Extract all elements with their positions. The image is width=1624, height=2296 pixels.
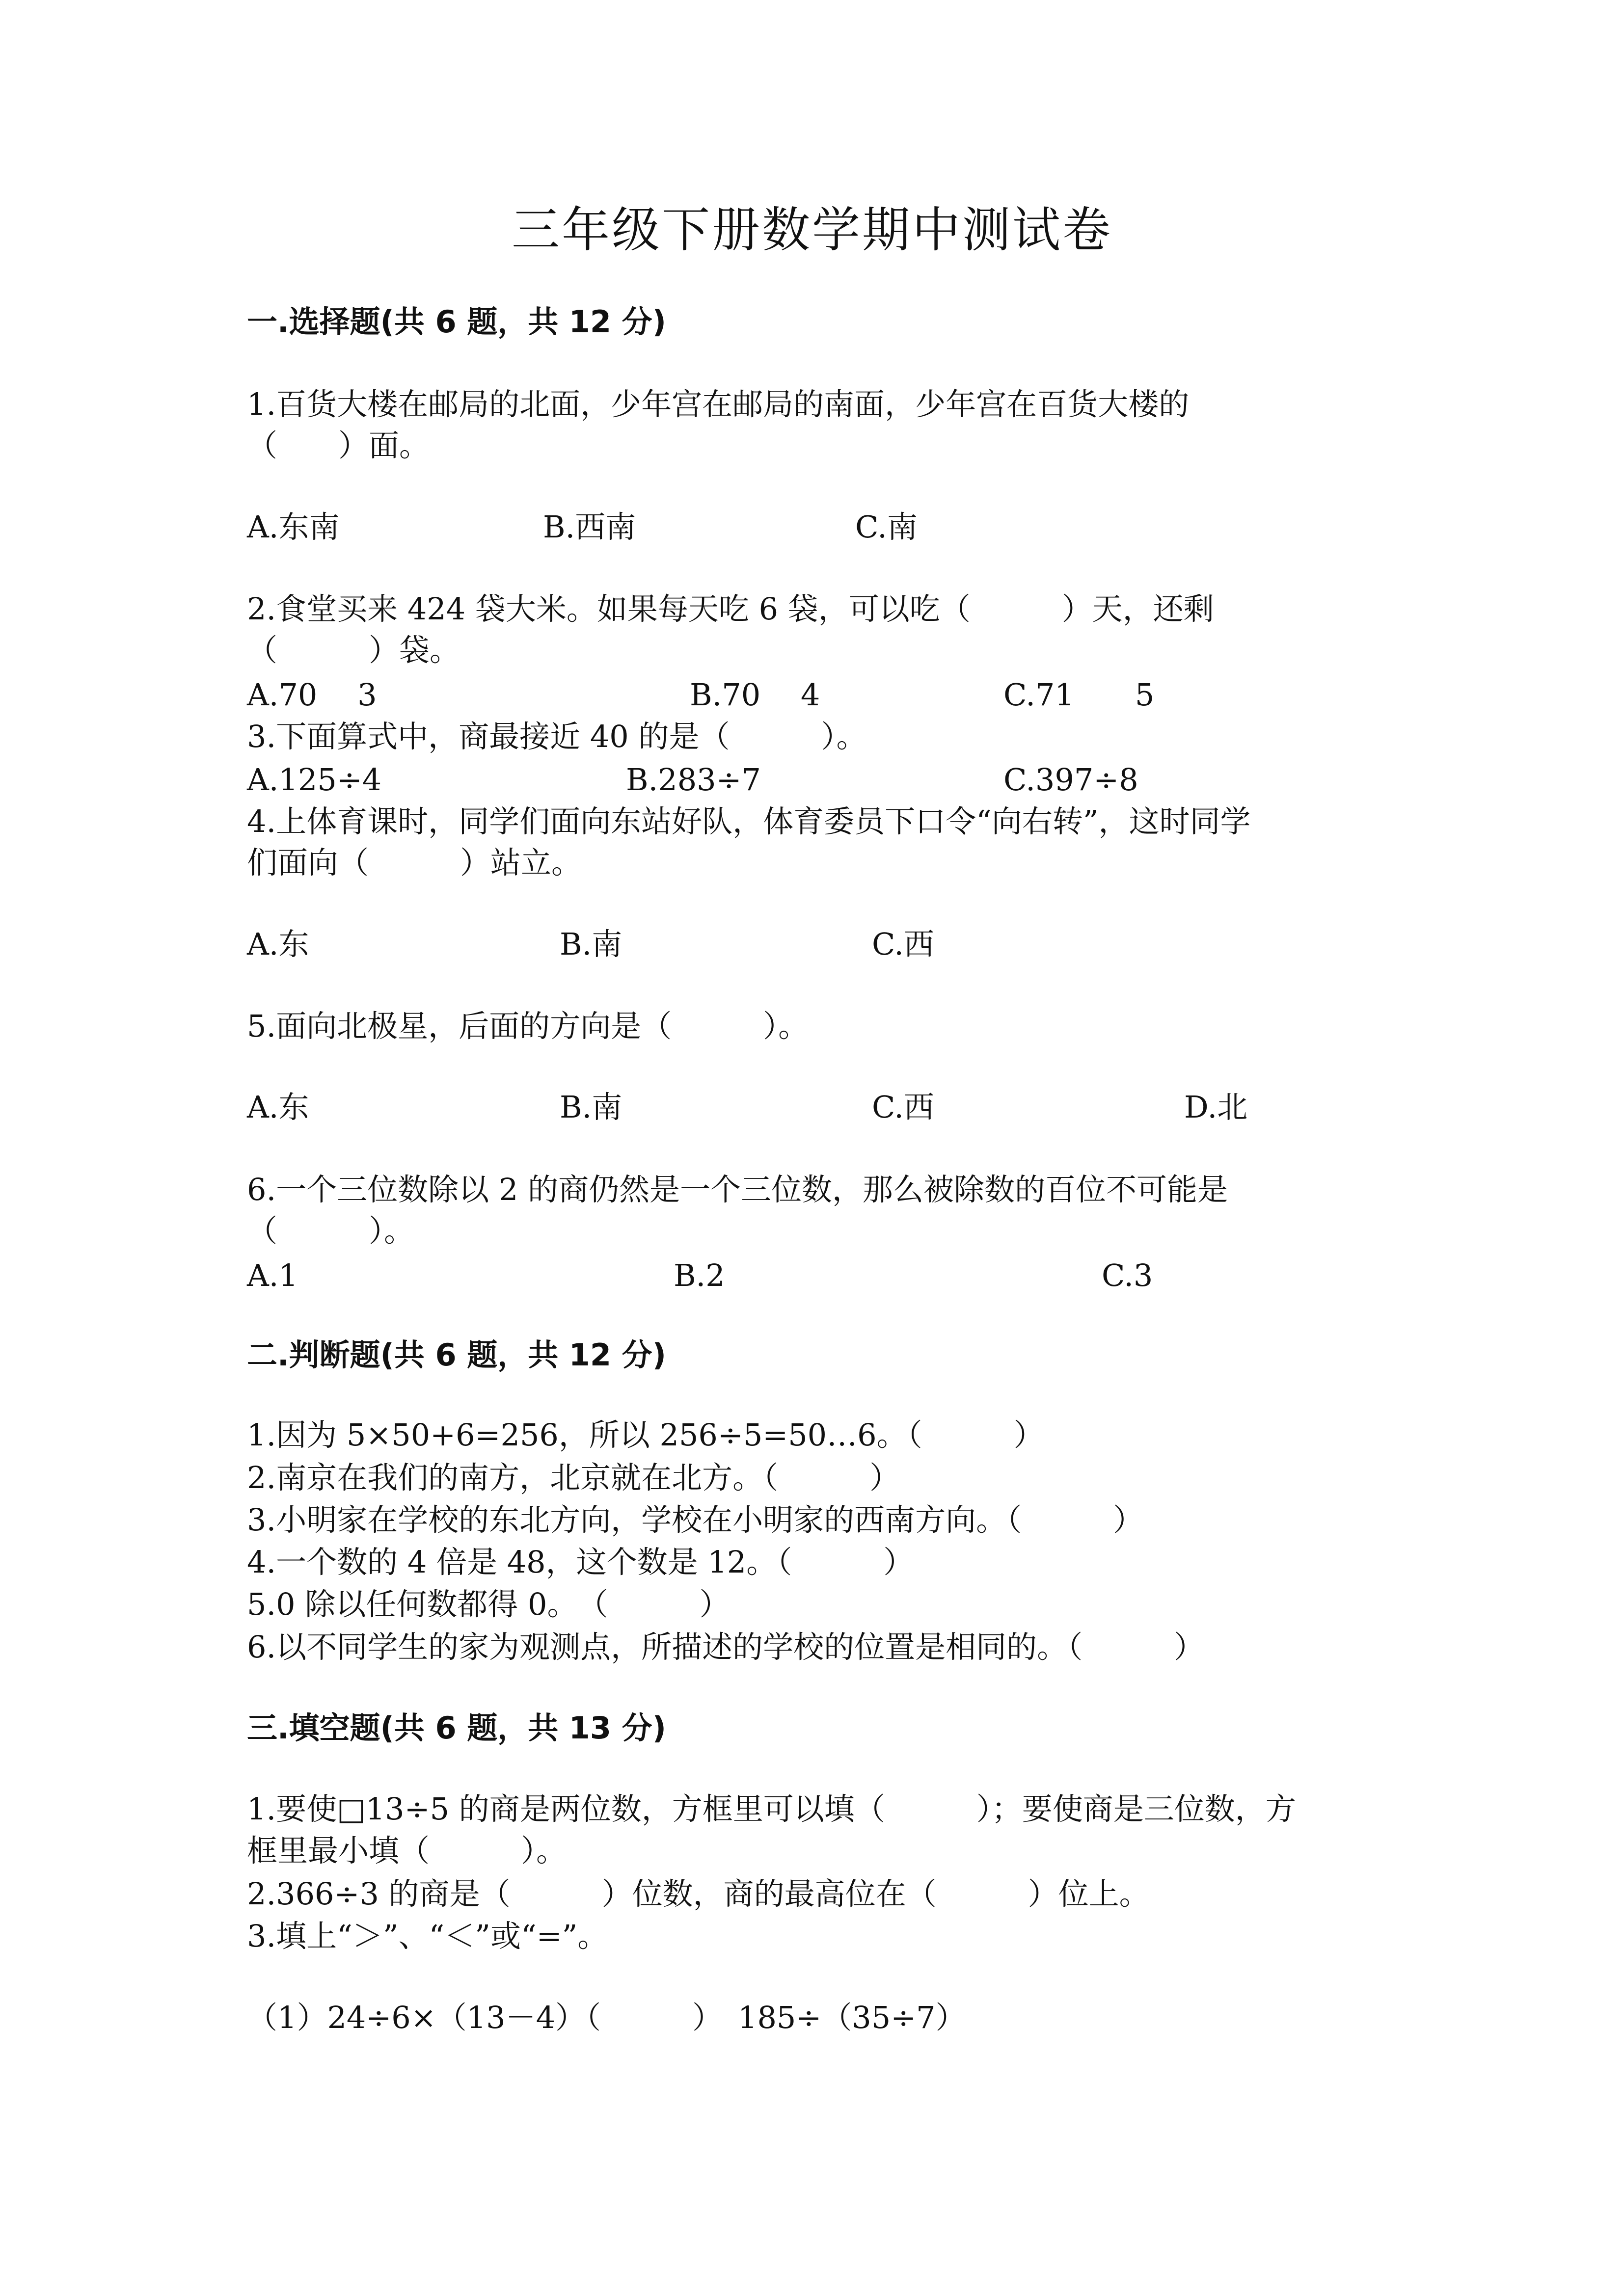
choice-option: B.70 4 (690, 677, 820, 713)
question-text: （ ）。 (247, 1213, 415, 1249)
question-text: 3.下面算式中，商最接近 40 的是（ ）。 (247, 719, 867, 754)
question-text: （ ）面。 (247, 427, 430, 463)
fill-blank-subitem: （1）24÷6×（13－4）（ ） 185÷（35÷7） (247, 2000, 966, 2035)
choice-option: C.西 (872, 926, 934, 962)
judgement-item: 6.以不同学生的家为观测点，所描述的学校的位置是相同的。（ ） (247, 1629, 1205, 1665)
choice-option: A.125÷4 (247, 762, 382, 798)
question-text: 5.面向北极星，后面的方向是（ ）。 (247, 1008, 809, 1044)
fill-blank-question: 1.要使□13÷5 的商是两位数，方框里可以填（ ）；要使商是三位数，方 (247, 1791, 1296, 1827)
section-heading-fill-blank: 三.填空题(共 6 题，共 13 分) (247, 1710, 666, 1746)
choice-option: A.70 3 (247, 677, 377, 713)
choice-option: C.南 (855, 509, 918, 545)
choice-option: C.71 5 (1003, 677, 1155, 713)
judgement-item: 1.因为 5×50+6=256，所以 256÷5=50…6。（ ） (247, 1417, 1044, 1453)
choice-option: C.397÷8 (1003, 762, 1138, 798)
question-text: 6.一个三位数除以 2 的商仍然是一个三位数，那么被除数的百位不可能是 (247, 1172, 1228, 1207)
choice-option: B.西南 (543, 509, 636, 545)
question-text: （ ）袋。 (247, 632, 460, 668)
judgement-item: 4.一个数的 4 倍是 48，这个数是 12。（ ） (247, 1544, 914, 1580)
choice-option: A.1 (247, 1257, 298, 1293)
fill-blank-question: 3.填上“＞”、“＜”或“=”。 (247, 1918, 608, 1954)
choice-option: A.东 (247, 1089, 309, 1125)
choice-option: A.东南 (247, 509, 340, 545)
question-text: 1.百货大楼在邮局的北面，少年宫在邮局的南面，少年宫在百货大楼的 (247, 386, 1190, 422)
question-text: 们面向（ ）站立。 (247, 845, 582, 881)
judgement-item: 2.南京在我们的南方，北京就在北方。（ ） (247, 1460, 900, 1495)
section-heading-choice: 一.选择题(共 6 题，共 12 分) (247, 304, 666, 340)
choice-option: B.南 (560, 1089, 623, 1125)
choice-option: C.西 (872, 1089, 934, 1125)
choice-option: B.283÷7 (626, 762, 761, 798)
choice-option: B.2 (674, 1257, 725, 1293)
question-text: 4.上体育课时，同学们面向东站好队，体育委员下口令“向右转”，这时同学 (247, 803, 1251, 839)
question-text: 2.食堂买来 424 袋大米。如果每天吃 6 袋，可以吃（ ）天，还剩 (247, 591, 1214, 627)
judgement-item: 5.0 除以任何数都得 0。 （ ） (247, 1586, 730, 1622)
choice-option: A.东 (247, 926, 309, 962)
choice-option: B.南 (560, 926, 623, 962)
fill-blank-question: 2.366÷3 的商是（ ）位数，商的最高位在（ ）位上。 (247, 1876, 1150, 1912)
section-heading-judgement: 二.判断题(共 6 题，共 12 分) (247, 1337, 666, 1373)
choice-option: D.北 (1184, 1089, 1248, 1125)
choice-option: C.3 (1102, 1257, 1153, 1293)
fill-blank-question: 框里最小填（ ）。 (247, 1833, 567, 1869)
page-title: 三年级下册数学期中测试卷 (511, 202, 1112, 258)
judgement-item: 3.小明家在学校的东北方向，学校在小明家的西南方向。（ ） (247, 1502, 1144, 1538)
